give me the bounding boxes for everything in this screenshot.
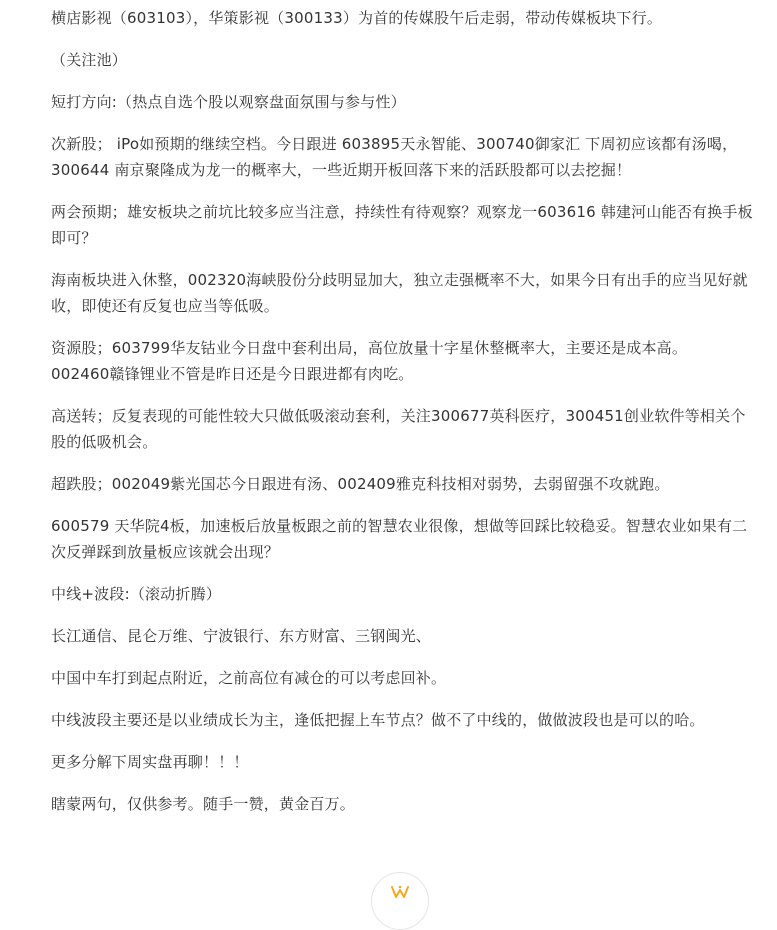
- article-paragraph: 短打方向:（热点自选个股以观察盘面氛围与参与性）: [51, 93, 406, 111]
- article-paragraph: 瞎蒙两句，仅供参考。随手一赞，黄金百万。: [51, 795, 356, 813]
- article-paragraph: 600579 天华院4板，加速板后放量板跟之前的智慧农业很像，想做等回踩比较稳妥。智慧农业如果有二次反弹踩到放量板应该就会出现？: [51, 517, 748, 561]
- article-paragraph: 中国中车打到起点附近，之前高位有减仓的可以考虑回补。: [51, 669, 447, 687]
- article-paragraph: 中线+波段:（滚动折腾）: [51, 585, 222, 603]
- article-paragraph: 横店影视（603103），华策影视（300133）为首的传媒股午后走弱，带动传媒板块下行。: [51, 9, 663, 27]
- article-paragraph: 两会预期；雄安板块之前坑比较多应当注意，持续性有待观察？观察龙一603616 韩建河山能否有换手板即可？: [51, 203, 753, 247]
- article-paragraph: 次新股； iPo如预期的继续空档。今日跟进 603895天永智能、300740御家汇 下周初应该都有汤喝，300644 南京聚隆成为龙一的概率大，一些近期开板回落下来的活跃股都可以去挖掘！: [51, 135, 738, 179]
- article-paragraph: 超跌股；002049紫光国芯今日跟进有汤、002409雅克科技相对弱势，去弱留强不攻就跑。: [51, 475, 670, 493]
- article-paragraph: 长江通信、昆仑万维、宁波银行、东方财富、三钢闽光、: [51, 627, 432, 645]
- like-icon: [391, 885, 409, 899]
- article-paragraph: 资源股；603799华友钴业今日盘中套利出局，高位放量十字星休整概率大，主要还是成本高。002460赣锋锂业不管是昨日还是今日跟进都有肉吃。: [51, 339, 688, 383]
- article-paragraph: 更多分解下周实盘再聊！！！: [51, 753, 249, 771]
- like-button[interactable]: [371, 872, 429, 930]
- article-paragraph: 中线波段主要还是以业绩成长为主，逢低把握上车节点？做不了中线的，做做波段也是可以的哈。: [51, 711, 705, 729]
- article-paragraph: 海南板块进入休整，002320海峡股份分歧明显加大，独立走强概率不大，如果今日有出手的应当见好就收，即使还有反复也应当等低吸。: [51, 271, 748, 315]
- article-paragraph: （关注池）: [51, 51, 128, 69]
- article-paragraph: 高送转；反复表现的可能性较大只做低吸滚动套利，关注300677英科医疗，300451创业软件等相关个股的低吸机会。: [51, 407, 746, 451]
